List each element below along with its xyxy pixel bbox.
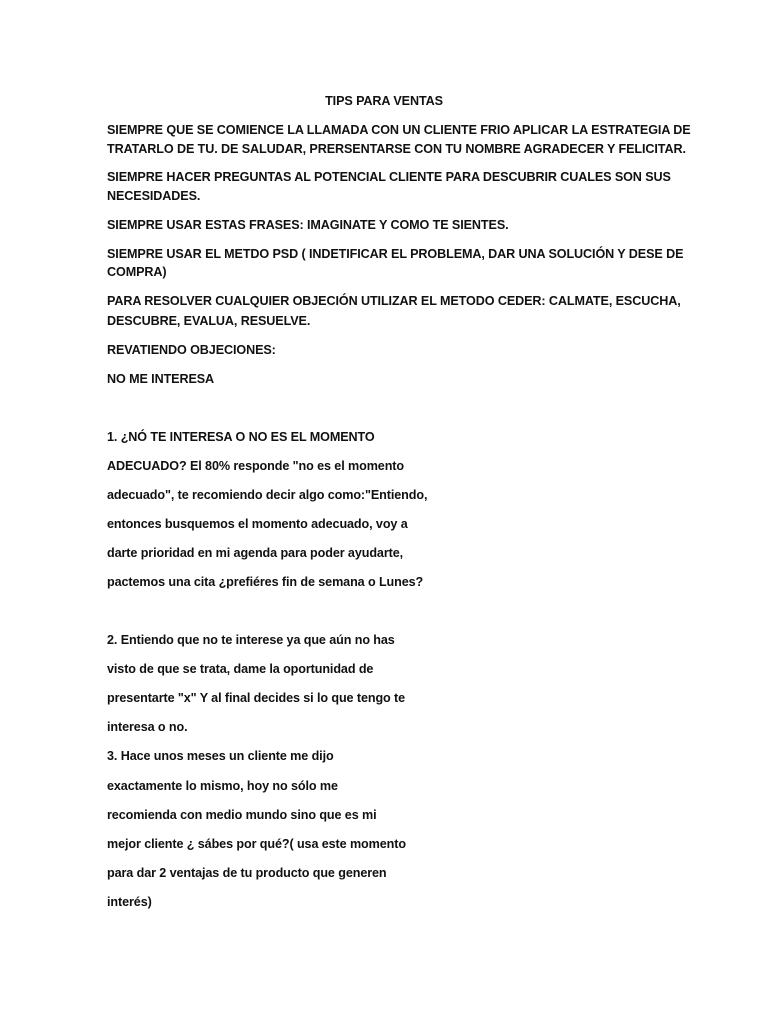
response-line: mejor cliente ¿ sábes por qué?( usa este momento [107, 837, 406, 851]
response-line: visto de que se trata, dame la oportunidad de [107, 662, 374, 676]
response-line: interesa o no. [107, 720, 188, 734]
paragraph-line: COMPRA) [107, 265, 167, 279]
objection-heading: NO ME INTERESA [107, 372, 215, 386]
paragraph-line: SIEMPRE QUE SE COMIENCE LA LLAMADA CON UN CLIENTE FRIO APLICAR LA ESTRATEGIA DE [107, 123, 691, 137]
response-line: adecuado", te recomiendo decir algo como:"Entiendo, [107, 488, 428, 502]
response-line: 3. Hace unos meses un cliente me dijo [107, 749, 334, 763]
response-line: interés) [107, 895, 152, 909]
paragraph-line: SIEMPRE USAR EL METDO PSD ( INDETIFICAR EL PROBLEMA, DAR UNA SOLUCIÓN Y DESE DE [107, 247, 684, 261]
paragraph-line: DESCUBRE, EVALUA, RESUELVE. [107, 314, 311, 328]
response-line: exactamente lo mismo, hoy no sólo me [107, 779, 338, 793]
response-line: pactemos una cita ¿prefiéres fin de semana o Lunes? [107, 575, 424, 589]
paragraph-line: SIEMPRE HACER PREGUNTAS AL POTENCIAL CLIENTE PARA DESCUBRIR CUALES SON SUS [107, 170, 671, 184]
document-title: TIPS PARA VENTAS [325, 94, 443, 108]
paragraph-line: NECESIDADES. [107, 189, 201, 203]
response-line: entonces busquemos el momento adecuado, voy a [107, 517, 408, 531]
response-line: presentarte "x" Y al final decides si lo que tengo te [107, 691, 406, 705]
section-heading: REVATIENDO OBJECIONES: [107, 343, 276, 357]
paragraph-line: SIEMPRE USAR ESTAS FRASES: IMAGINATE Y COMO TE SIENTES. [107, 218, 509, 232]
response-line: 2. Entiendo que no te interese ya que aún no has [107, 633, 395, 647]
paragraph-line: PARA RESOLVER CUALQUIER OBJECIÓN UTILIZAR EL METODO CEDER: CALMATE, ESCUCHA, [107, 294, 681, 308]
response-line: para dar 2 ventajas de tu producto que generen [107, 866, 387, 880]
response-line: 1. ¿NÓ TE INTERESA O NO ES EL MOMENTO [107, 430, 375, 444]
response-line: recomienda con medio mundo sino que es mi [107, 808, 377, 822]
response-line: darte prioridad en mi agenda para poder ayudarte, [107, 546, 404, 560]
paragraph-line: TRATARLO DE TU. DE SALUDAR, PRERSENTARSE CON TU NOMBRE AGRADECER Y FELICITAR. [107, 142, 686, 156]
response-line: ADECUADO? El 80% responde "no es el momento [107, 459, 404, 473]
